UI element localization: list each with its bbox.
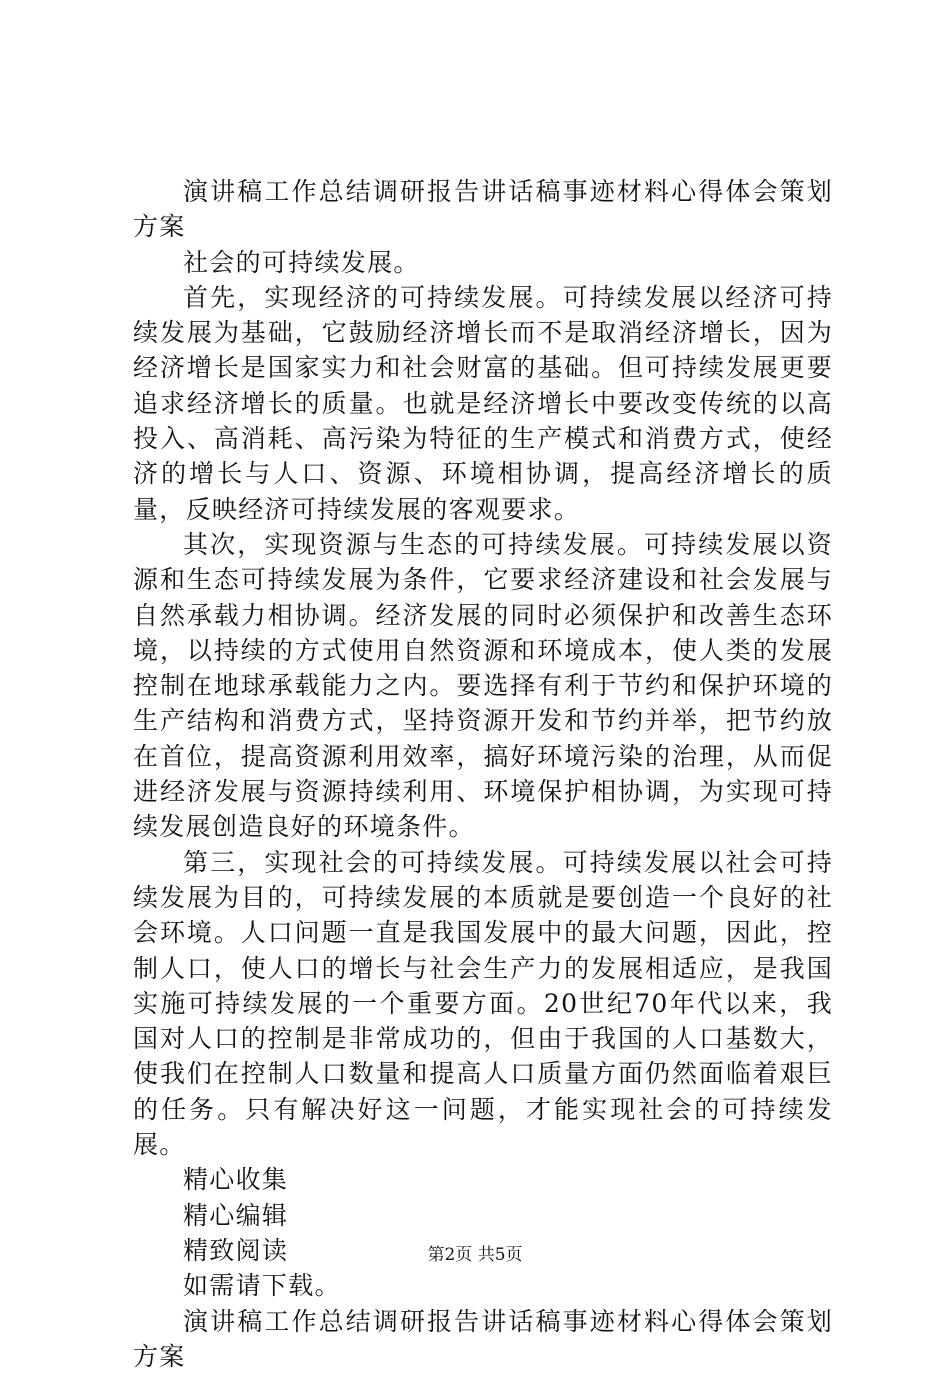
paragraph-economy: 首先，实现经济的可持续发展。可持续发展以经济可持续发展为基础，它鼓励经济增长而不是取消经济增长，因为经济增长是国家实力和社会财富的基础。但可持续发展更要追求经济增长的质量。也就是经济增长中要改变传统的以高投入、高消耗、高污染为特征的生产模式和消费方式，使经济的增长与人口、资源、环境相协调，提高经济增长的质量，反映经济可持续发展的客观要求。 <box>133 280 833 527</box>
note-edit: 精心编辑 <box>133 1198 833 1233</box>
document-body <box>133 174 833 1374</box>
note-read: 精致阅读 <box>133 1233 833 1268</box>
paragraph-resources: 其次，实现资源与生态的可持续发展。可持续发展以资源和生态可持续发展为条件，它要求经济建设和社会发展与自然承载力相协调。经济发展的同时必须保护和改善生态环境，以持续的方式使用自然资源和环境成本，使人类的发展控制在地球承载能力之内。要选择有利于节约和保护环境的生产结构和消费方式，坚持资源开发和节约并举，把节约放在首位，提高资源利用效率，搞好环境污染的治理，从而促进经济发展与资源持续利用、环境保护相协调，为实现可持续发展创造良好的环境条件。 <box>133 527 833 845</box>
footer-banner-line: 演讲稿工作总结调研报告讲话稿事迹材料心得体会策划方案 <box>133 1304 833 1374</box>
paragraph-society: 第三，实现社会的可持续发展。可持续发展以社会可持续发展为目的，可持续发展的本质就是要创造一个良好的社会环境。人口问题一直是我国发展中的最大问题，因此，控制人口，使人口的增长与社会生产力的发展相适应，是我国实施可持续发展的一个重要方面。20世纪70年代以来，我国对人口的控制是非常成功的，但由于我国的人口基数大，使我们在控制人口数量和提高人口质量方面仍然面临着艰巨的任务。只有解决好这一问题，才能实现社会的可持续发展。 <box>133 845 833 1163</box>
page-number: 第2页 共5页 <box>0 1244 950 1266</box>
header-banner-line: 演讲稿工作总结调研报告讲话稿事迹材料心得体会策划方案 <box>133 174 833 245</box>
note-download: 如需请下载。 <box>133 1268 833 1303</box>
note-collect: 精心收集 <box>133 1162 833 1197</box>
paragraph-intro: 社会的可持续发展。 <box>133 245 833 280</box>
